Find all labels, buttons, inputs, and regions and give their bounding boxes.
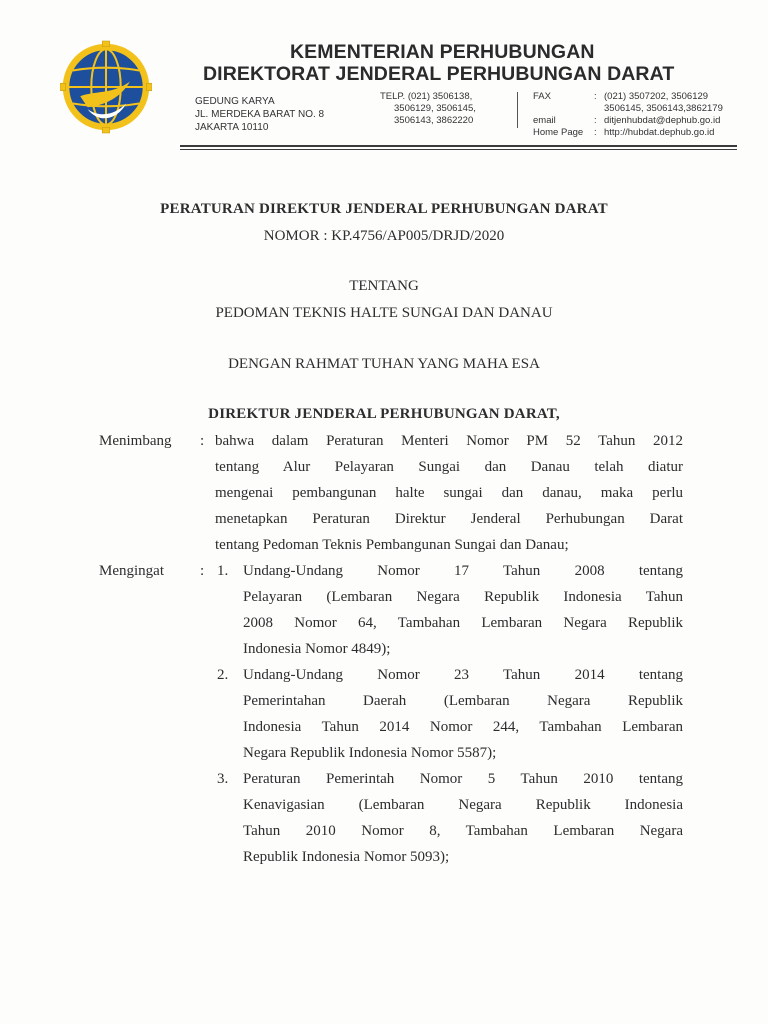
invocation: DENGAN RAHMAT TUHAN YANG MAHA ESA: [228, 356, 540, 372]
colon: :: [594, 115, 597, 126]
mengingat-item-line: Negara Republik Indonesia Nomor 5587);: [243, 745, 497, 761]
homepage-value: http://hubdat.dephub.go.id: [604, 127, 715, 138]
address-line: GEDUNG KARYA: [195, 96, 275, 107]
org-name-ministry: KEMENTERIAN PERHUBUNGAN: [290, 41, 595, 63]
contact-colons: [594, 91, 597, 139]
menimbang-colon: :: [200, 433, 205, 449]
menimbang-line: tentang Alur Pelayaran Sungai dan Danau telah diatur: [215, 459, 683, 475]
mengingat-item-line: Republik Indonesia Nomor 5093);: [243, 849, 450, 865]
header-rule-thick: [180, 145, 737, 147]
email-value: ditjenhubdat@dephub.go.id: [604, 115, 721, 126]
menimbang-line: mengenai pembangunan halte sungai dan danau, maka perlu: [215, 485, 683, 501]
ministry-logo-icon: [60, 40, 152, 134]
header-divider: [517, 92, 518, 128]
mengingat-item-line: Pemerintahan Daerah (Lembaran Negara Republik: [243, 693, 683, 709]
address-line: JAKARTA 10110: [195, 122, 269, 133]
telephone-numbers: [394, 103, 476, 127]
header-rule-thin: [180, 149, 737, 150]
menimbang-label: Menimbang: [99, 433, 172, 449]
mengingat-item-line: Peraturan Pemerintah Nomor 5 Tahun 2010 tentang: [243, 771, 683, 787]
mengingat-item-line: Indonesia Tahun 2014 Nomor 244, Tambahan Lembaran: [243, 719, 683, 735]
mengingat-item-number: 3.: [217, 771, 229, 787]
office-address: [195, 95, 324, 134]
email-label: email: [533, 115, 556, 126]
mengingat-item-line: Kenavigasian (Lembaran Negara Republik Indonesia: [243, 797, 683, 813]
address-line: JL. MERDEKA BARAT NO. 8: [195, 109, 325, 120]
mengingat-item-number: 2.: [217, 667, 229, 683]
fax-value: (021) 3507202, 3506129: [604, 91, 709, 102]
mengingat-item-number: 1.: [217, 563, 229, 579]
menimbang-line: bahwa dalam Peraturan Menteri Nomor PM 52 Tahun 2012: [215, 433, 683, 449]
org-name-directorate: DIREKTORAT JENDERAL PERHUBUNGAN DARAT: [203, 63, 675, 85]
fax-value: 3506145, 3506143,3862179: [604, 103, 723, 114]
homepage-label: Home Page: [533, 127, 584, 138]
mengingat-label: Mengingat: [99, 563, 164, 579]
fax-label: FAX: [533, 91, 551, 102]
contact-labels: [533, 91, 583, 139]
mengingat-item-line: Indonesia Nomor 4849);: [243, 641, 391, 657]
telephone-line: 3506143, 3862220: [394, 115, 474, 126]
menimbang-line: menetapkan Peraturan Direktur Jenderal Perhubungan Darat: [215, 511, 683, 527]
mengingat-colon: :: [200, 563, 205, 579]
telephone-label: TELP. (021) 3506138,: [380, 91, 473, 102]
mengingat-item-line: 2008 Nomor 64, Tambahan Lembaran Negara Republik: [243, 615, 683, 631]
menimbang-line: tentang Pedoman Teknis Pembangunan Sungai dan Danau;: [215, 537, 569, 553]
telephone-line: 3506129, 3506145,: [394, 103, 476, 114]
mengingat-item-line: Tahun 2010 Nomor 8, Tambahan Lembaran Negara: [243, 823, 683, 839]
contact-values: [604, 91, 723, 139]
regulation-number: NOMOR : KP.4756/AP005/DRJD/2020: [263, 228, 505, 244]
mengingat-item-line: Undang-Undang Nomor 17 Tahun 2008 tentang: [243, 563, 683, 579]
about-label: TENTANG: [349, 278, 419, 294]
mengingat-item-line: Undang-Undang Nomor 23 Tahun 2014 tentang: [243, 667, 683, 683]
regulation-subject: PEDOMAN TEKNIS HALTE SUNGAI DAN DANAU: [215, 305, 553, 321]
issuer-heading: DIREKTUR JENDERAL PERHUBUNGAN DARAT,: [208, 406, 560, 422]
colon: :: [594, 91, 597, 102]
colon: :: [594, 127, 597, 138]
regulation-title: PERATURAN DIREKTUR JENDERAL PERHUBUNGAN DARAT: [160, 201, 608, 217]
mengingat-item-line: Pelayaran (Lembaran Negara Republik Indonesia Tahun: [243, 589, 683, 605]
